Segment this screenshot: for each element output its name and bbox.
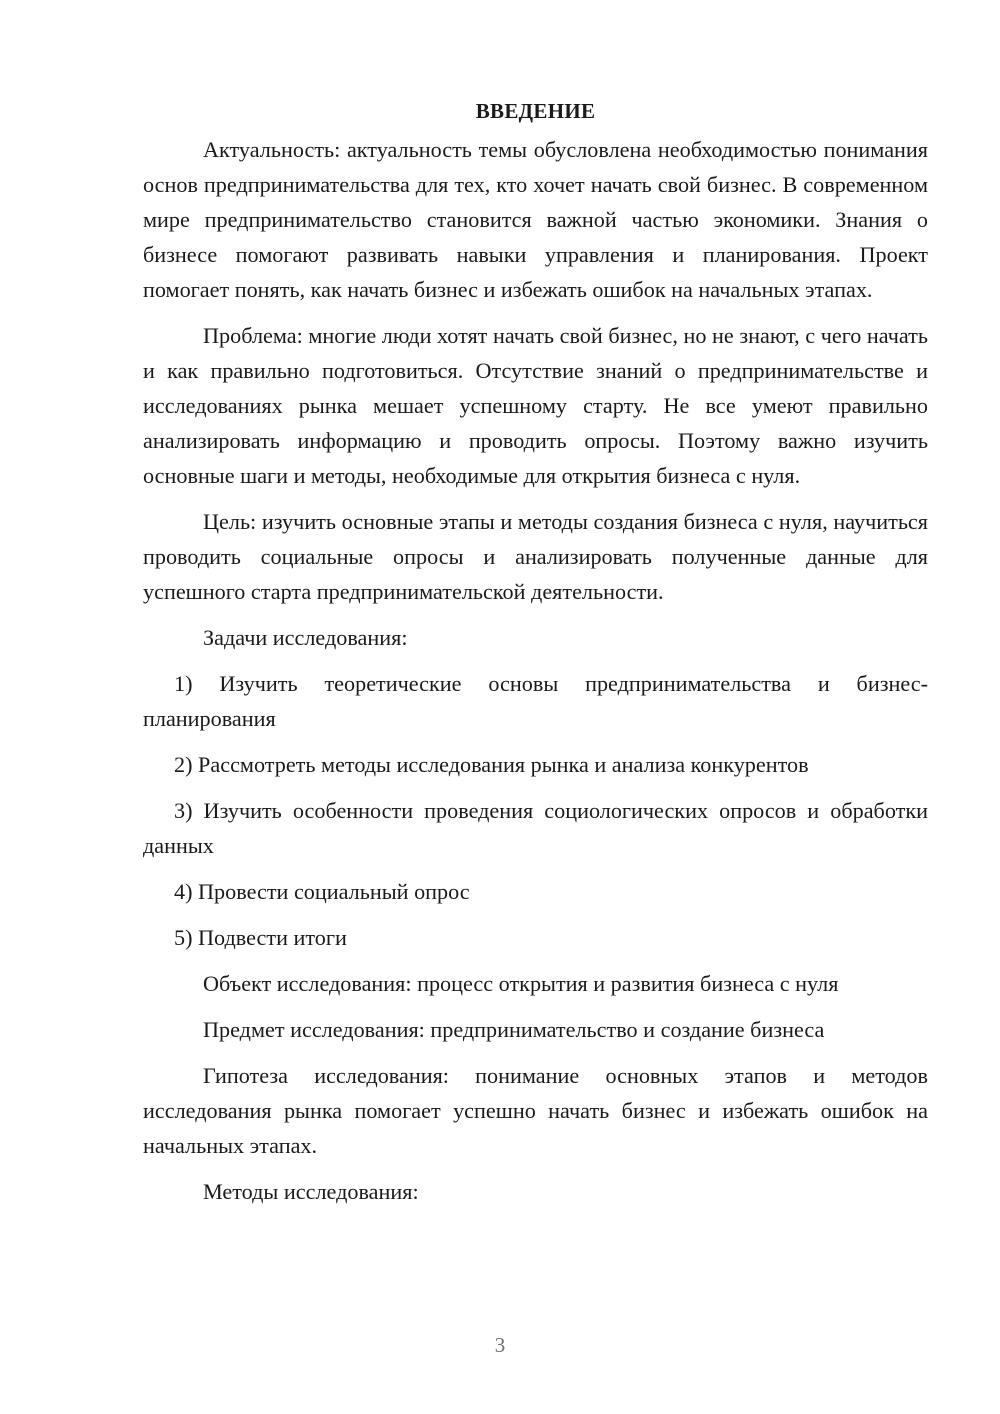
page-number: 3	[494, 1333, 506, 1357]
task-item-3: 3) Изучить особенности проведения социологических опросов и обработки данных	[143, 798, 928, 858]
subject-paragraph: Предмет исследования: предпринимательство и создание бизнеса	[203, 1017, 825, 1042]
relevance-paragraph: Актуальность: актуальность темы обусловлена необходимостью понимания основ предпринимательства для тех, кто хочет начать свой бизнес. В современном мире предпринимательство становится важной частью экономики. Знания о бизнесе помогают развивать навыки управления и планирования. Проект помогает понять, как начать бизнес и избежать ошибок на начальных этапах.	[143, 137, 928, 302]
hypothesis-paragraph: Гипотеза исследования: понимание основных этапов и методов исследования рынка помогает успешно начать бизнес и избежать ошибок на начальных этапах.	[143, 1063, 928, 1158]
problem-paragraph: Проблема: многие люди хотят начать свой бизнес, но не знают, с чего начать и как правильно подготовиться. Отсутствие знаний о предпринимательстве и исследованиях рынка мешает успешному старту. Не все умеют правильно анализировать информацию и проводить опросы. Поэтому важно изучить основные шаги и методы, необходимые для открытия бизнеса с нуля.	[143, 323, 928, 488]
task-item-2: 2) Рассмотреть методы исследования рынка и анализа конкурентов	[174, 752, 809, 777]
task-item-1: 1) Изучить теоретические основы предпринимательства и бизнес-планирования	[143, 671, 928, 731]
object-paragraph: Объект исследования: процесс открытия и развития бизнеса с нуля	[203, 971, 839, 996]
goal-paragraph: Цель: изучить основные этапы и методы создания бизнеса с нуля, научиться проводить социальные опросы и анализировать полученные данные для успешного старта предпринимательской деятельности.	[143, 509, 928, 604]
task-item-4: 4) Провести социальный опрос	[174, 879, 470, 904]
tasks-heading: Задачи исследования:	[203, 625, 408, 650]
task-item-5: 5) Подвести итоги	[174, 925, 347, 950]
methods-heading: Методы исследования:	[203, 1179, 419, 1204]
page-content	[143, 94, 928, 1209]
page-title: ВВЕДЕНИЕ	[475, 99, 596, 123]
